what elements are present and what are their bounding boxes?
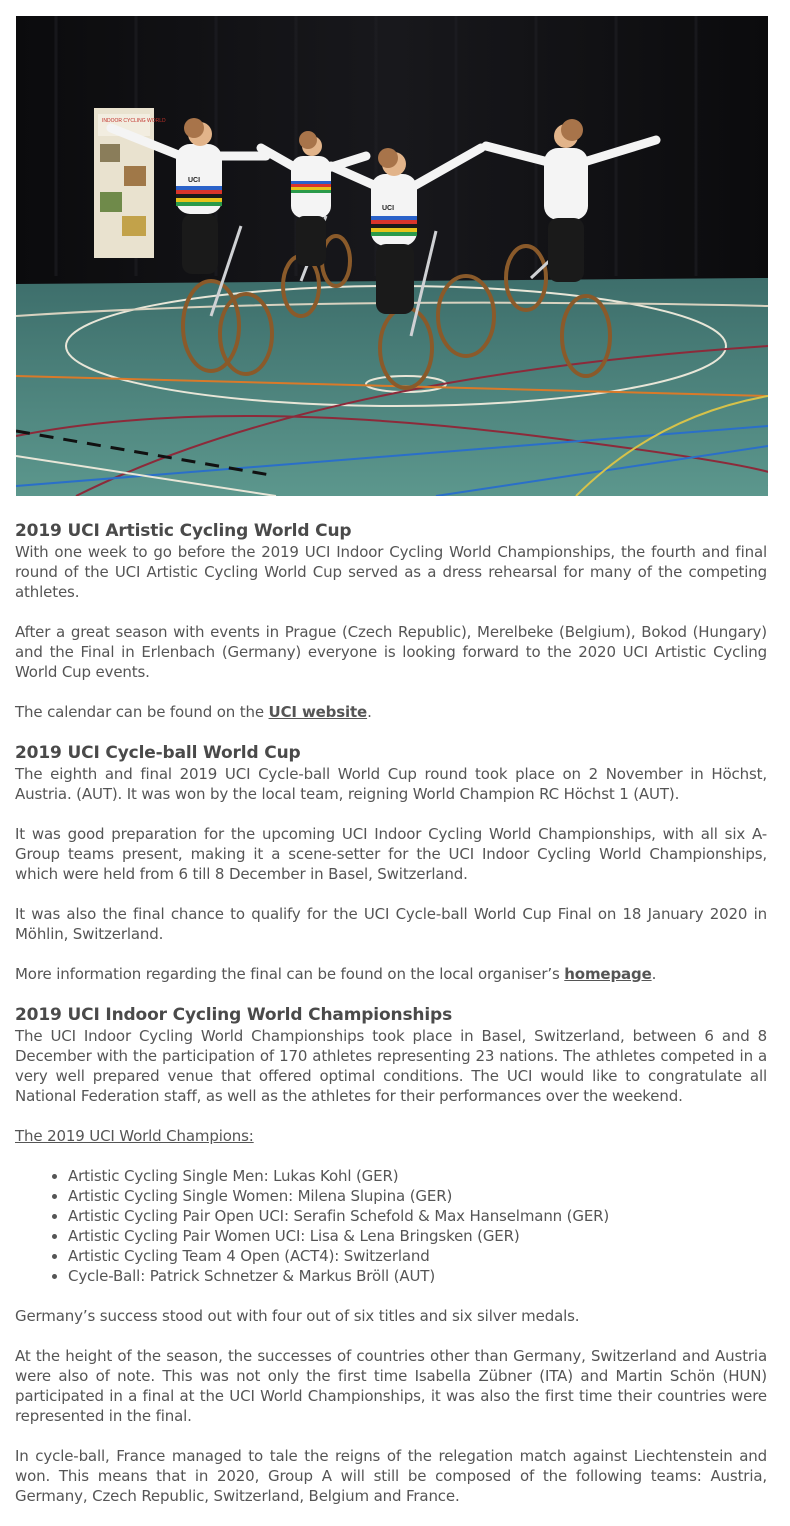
cycleball-paragraph-3: It was also the final chance to qualify for the UCI Cycle-ball World Cup Final on 18 January 2020 in Möhlin, Switzerland. xyxy=(15,905,767,943)
list-item: • Artistic Cycling Pair Women UCI: Lisa & Lena Bringsken (GER) xyxy=(68,1226,767,1246)
period: . xyxy=(367,703,372,721)
jersey-text: UCI xyxy=(382,205,395,212)
championships-paragraph-2: Germany’s success stood out with four out of six titles and six silver medals. xyxy=(15,1307,580,1325)
championships-paragraph-4: In cycle-ball, France managed to tale the reigns of the relegation match against Liechtenstein and won. This means that in 2020, Group A will still be composed of the following teams: Austria, Germany, Czech Republic, Switzerland, Belgium and France. xyxy=(15,1447,767,1505)
champions-heading: The 2019 UCI World Champions: xyxy=(15,1127,254,1145)
cycleball-paragraph-2: It was good preparation for the upcoming UCI Indoor Cycling World Championships, with all six A-Group teams present, making it a scene-setter for the UCI Indoor Cycling World Championships, which were held from 6 till 8 December in Basel, Switzerland. xyxy=(15,825,767,883)
cycleball-paragraph-1: The eighth and final 2019 UCI Cycle-ball World Cup round took place on 2 November in Höchst, Austria. (AUT). It was won by the local team, reigning World Champion RC Höchst 1 (AUT). xyxy=(15,765,767,803)
jersey-text: UCI xyxy=(188,177,201,184)
homepage-text: More information regarding the final can be found on the local organiser’s xyxy=(15,965,565,983)
artistic-section-title: 2019 UCI Artistic Cycling World Cup xyxy=(15,521,352,541)
article-body xyxy=(15,520,767,1506)
list-item: • Artistic Cycling Single Women: Milena Slupina (GER) xyxy=(68,1186,767,1206)
championships-paragraph-1: The UCI Indoor Cycling World Championships took place in Basel, Switzerland, between 6 and 8 December with the participation of 170 athletes representing 23 nations. The athletes competed in a very well prepared venue that offered optimal conditions. The UCI would like to congratulate all National Federation staff, as well as the athletes for their performances over the weekend. xyxy=(15,1027,767,1105)
championships-paragraph-3: At the height of the season, the successes of countries other than Germany, Switzerland and Austria were also of note. This was not only the first time Isabella Zübner (ITA) and Martin Schön (HUN) participated in a final at the UCI World Championships, it was also the first time their countries were represented in the final. xyxy=(15,1347,767,1425)
calendar-text: The calendar can be found on the xyxy=(15,703,269,721)
champions-list xyxy=(15,1166,767,1286)
list-item: • Artistic Cycling Pair Open UCI: Serafin Schefold & Max Hanselmann (GER) xyxy=(68,1206,767,1226)
article-photo xyxy=(16,16,768,496)
homepage-link[interactable]: homepage xyxy=(564,965,652,983)
list-item: • Artistic Cycling Single Men: Lukas Kohl (GER) xyxy=(68,1166,767,1186)
banner-text: INDOOR CYCLING WORLD xyxy=(102,118,166,124)
list-item: • Cycle-Ball: Patrick Schnetzer & Markus Bröll (AUT) xyxy=(68,1266,767,1286)
artistic-cycling-photo xyxy=(16,16,768,496)
artistic-paragraph-2: After a great season with events in Prague (Czech Republic), Merelbeke (Belgium), Bokod (Hungary) and the Final in Erlenbach (Germany) everyone is looking forward to the 2020 UCI Artistic Cycling World Cup events. xyxy=(15,623,767,681)
cycleball-paragraph-4 xyxy=(15,964,767,984)
uci-website-link[interactable]: UCI website xyxy=(268,703,368,721)
cycleball-section-title: 2019 UCI Cycle-ball World Cup xyxy=(15,743,301,763)
list-item: • Artistic Cycling Team 4 Open (ACT4): Switzerland xyxy=(68,1246,767,1266)
artistic-paragraph-1: With one week to go before the 2019 UCI Indoor Cycling World Championships, the fourth and final round of the UCI Artistic Cycling World Cup served as a dress rehearsal for many of the competing athletes. xyxy=(15,543,767,601)
championships-section-title: 2019 UCI Indoor Cycling World Championships xyxy=(15,1005,453,1025)
period: . xyxy=(651,965,657,983)
artistic-paragraph-3 xyxy=(15,702,767,722)
